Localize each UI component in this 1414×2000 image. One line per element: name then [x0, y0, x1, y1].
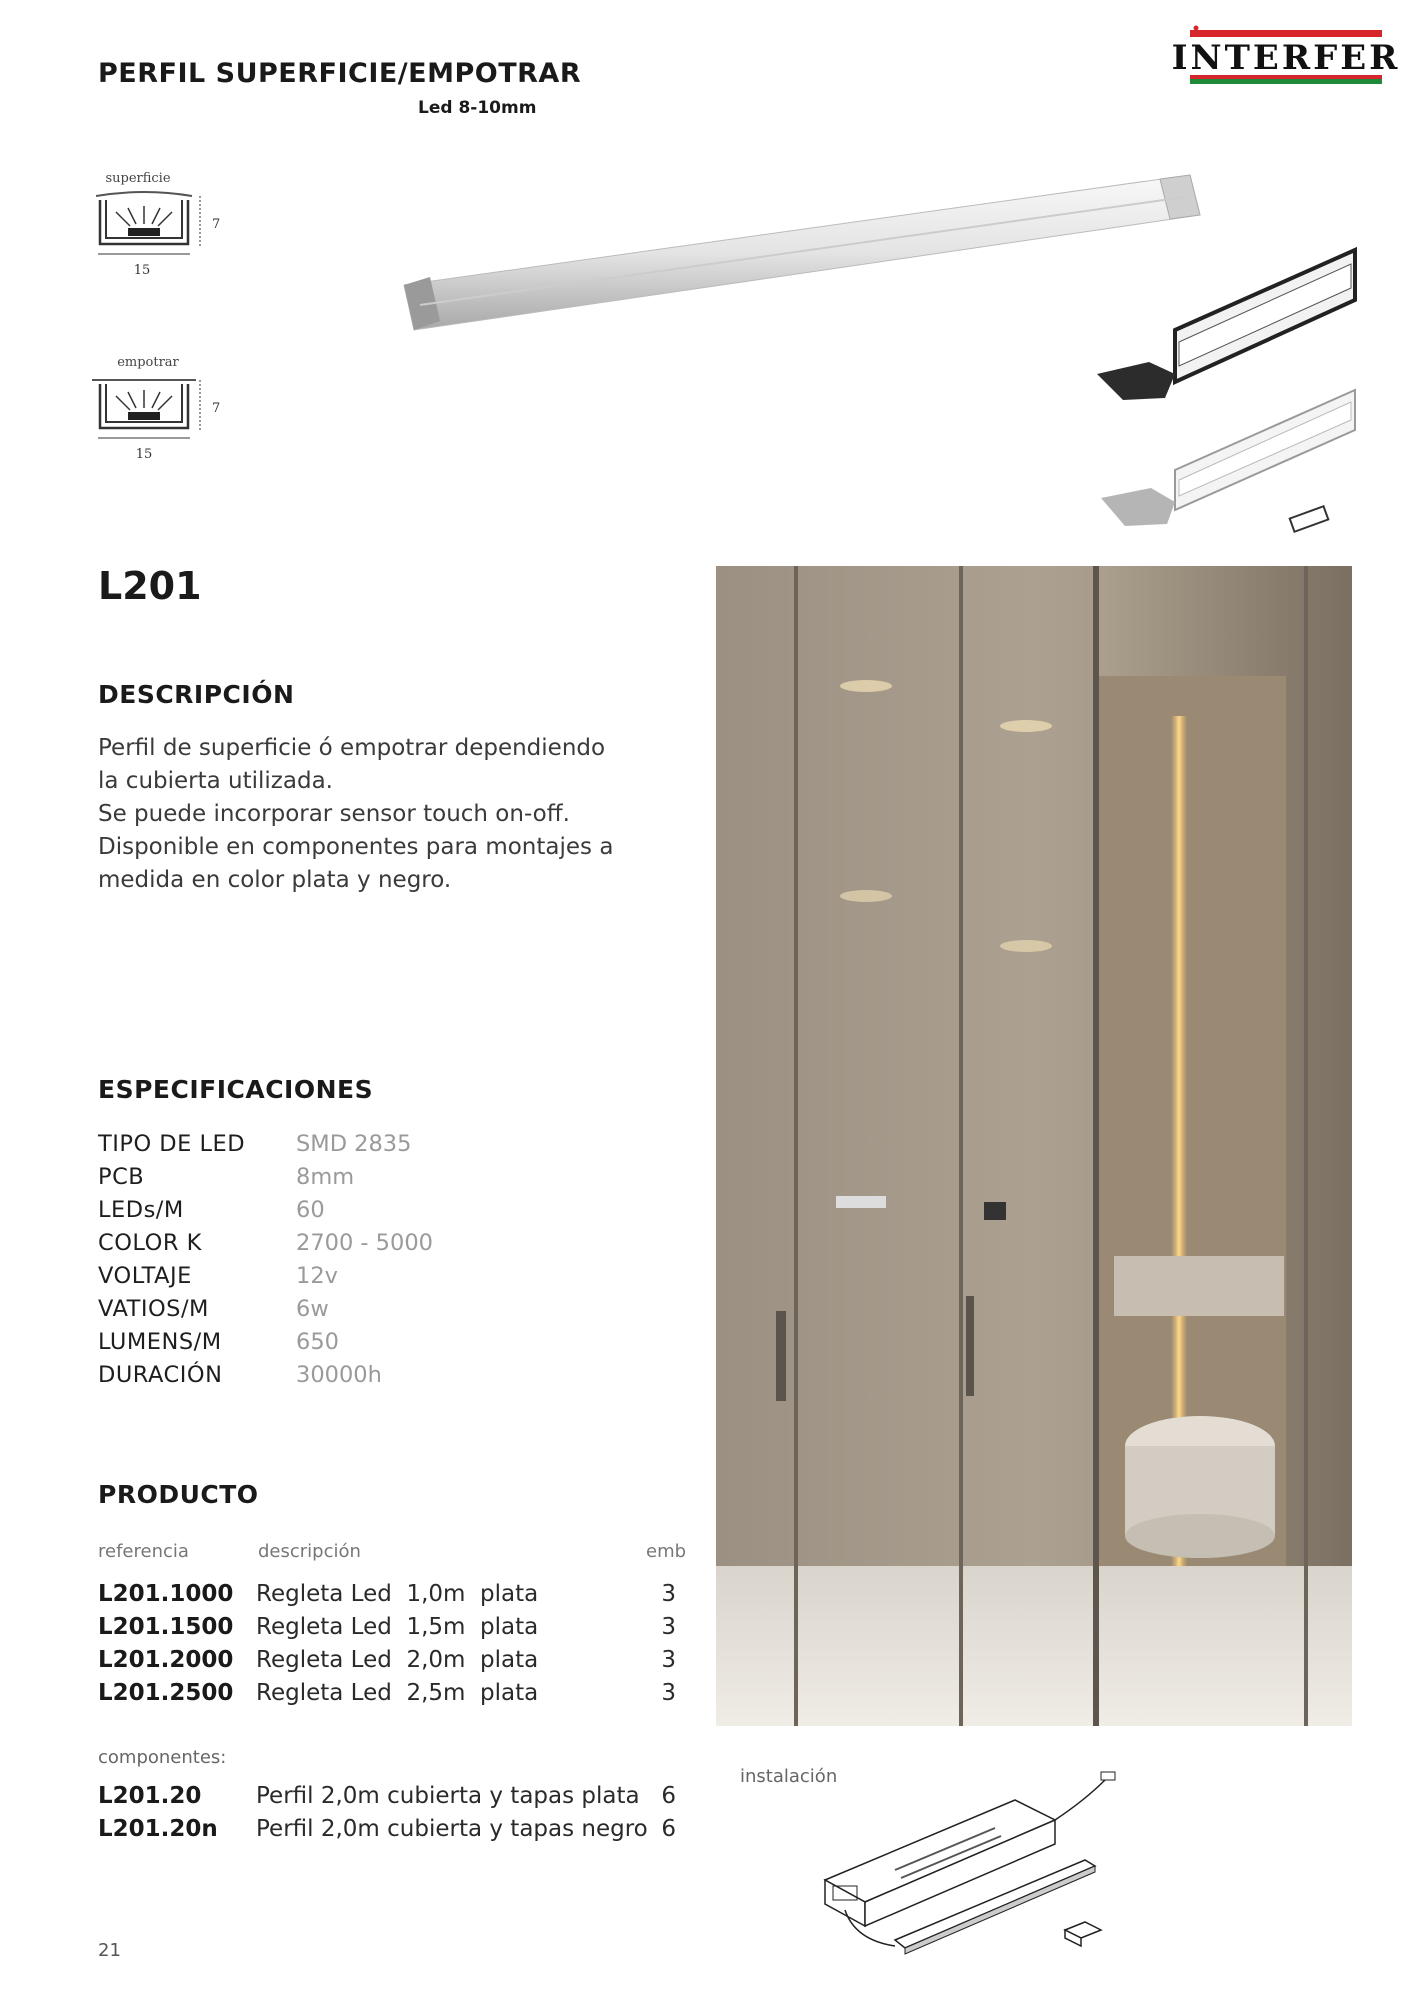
spec-key: VOLTAJE: [98, 1263, 192, 1289]
spec-row: [98, 1161, 354, 1194]
recessed-profile-diagram: [92, 350, 232, 474]
installation-label: instalación: [740, 1766, 838, 1787]
component-row: [98, 1780, 688, 1813]
spec-value: 2700 - 5000: [296, 1230, 433, 1256]
product-desc: Regleta Led 2,5m plata: [256, 1680, 539, 1706]
recessed-label: empotrar: [117, 355, 179, 370]
component-ref: L201.20n: [98, 1816, 218, 1842]
spec-key: LUMENS/M: [98, 1329, 222, 1355]
product-ref: L201.1500: [98, 1614, 234, 1640]
spec-value: 30000h: [296, 1362, 382, 1388]
component-emb: 6: [661, 1783, 676, 1809]
product-emb: 3: [661, 1581, 676, 1607]
page-title: PERFIL SUPERFICIE/EMPOTRAR: [98, 58, 582, 89]
description-line: Se puede incorporar sensor touch on-off.: [98, 801, 570, 827]
surface-width: 15: [133, 263, 151, 278]
description-line: Disponible en componentes para montajes a: [98, 834, 614, 860]
description-line: la cubierta utilizada.: [98, 768, 333, 794]
component-emb: 6: [661, 1816, 676, 1842]
product-emb: 3: [661, 1680, 676, 1706]
spec-key: LEDs/M: [98, 1197, 184, 1223]
product-row: [98, 1611, 688, 1644]
component-desc: Perfil 2,0m cubierta y tapas negro: [256, 1816, 648, 1842]
spec-row: [98, 1128, 411, 1161]
description-line: medida en color plata y negro.: [98, 867, 452, 893]
product-row: [98, 1578, 688, 1611]
surface-height: 7: [212, 217, 221, 232]
component-desc: Perfil 2,0m cubierta y tapas plata: [256, 1783, 640, 1809]
page-number: 21: [98, 1940, 121, 1961]
spec-row: [98, 1194, 325, 1227]
spec-key: DURACIÓN: [98, 1362, 223, 1388]
components-label: componentes:: [98, 1747, 227, 1768]
spec-value: SMD 2835: [296, 1131, 412, 1157]
spec-row: [98, 1260, 338, 1293]
spec-key: VATIOS/M: [98, 1296, 209, 1322]
surface-profile-diagram: [92, 166, 232, 290]
product-heading: PRODUCTO: [98, 1480, 259, 1509]
installation-diagram: [815, 1760, 1145, 1974]
column-header-desc: descripción: [258, 1541, 361, 1562]
spec-row: [98, 1227, 433, 1260]
spec-row: [98, 1293, 329, 1326]
product-desc: Regleta Led 1,0m plata: [256, 1581, 539, 1607]
product-desc: Regleta Led 1,5m plata: [256, 1614, 539, 1640]
spec-value: 650: [296, 1329, 339, 1355]
component-row: [98, 1813, 688, 1846]
spec-key: COLOR K: [98, 1230, 202, 1256]
recessed-width: 15: [135, 447, 153, 462]
brand-logo: [1171, 26, 1401, 86]
room-photo: [716, 566, 1352, 1730]
brand-logo-text: INTERFER: [1171, 38, 1401, 78]
recessed-height: 7: [212, 401, 221, 416]
components-image: [1095, 250, 1355, 544]
spec-value: 60: [296, 1197, 325, 1223]
spec-key: TIPO DE LED: [98, 1131, 246, 1157]
product-desc: Regleta Led 2,0m plata: [256, 1647, 539, 1673]
spec-key: PCB: [98, 1164, 145, 1190]
spec-value: 12v: [296, 1263, 338, 1289]
product-ref: L201.2500: [98, 1680, 234, 1706]
product-ref: L201.1000: [98, 1581, 234, 1607]
spec-value: 8mm: [296, 1164, 355, 1190]
description-line: Perfil de superficie ó empotrar dependiendo: [98, 735, 606, 761]
spec-row: [98, 1359, 382, 1392]
description-heading: DESCRIPCIÓN: [98, 680, 295, 709]
product-emb: 3: [661, 1614, 676, 1640]
component-ref: L201.20: [98, 1783, 202, 1809]
page-subtitle: Led 8-10mm: [418, 98, 537, 118]
product-ref: L201.2000: [98, 1647, 234, 1673]
product-row: [98, 1677, 688, 1710]
spec-row: [98, 1326, 339, 1359]
profile-bar-image: [390, 165, 1210, 349]
product-emb: 3: [661, 1647, 676, 1673]
spec-value: 6w: [296, 1296, 329, 1322]
column-header-emb: emb: [646, 1541, 687, 1562]
specs-heading: ESPECIFICACIONES: [98, 1075, 374, 1104]
column-header-ref: referencia: [98, 1541, 189, 1562]
description-text: [98, 732, 658, 897]
product-row: [98, 1644, 688, 1677]
model-code: L201: [98, 564, 202, 608]
surface-label: superficie: [105, 171, 171, 186]
